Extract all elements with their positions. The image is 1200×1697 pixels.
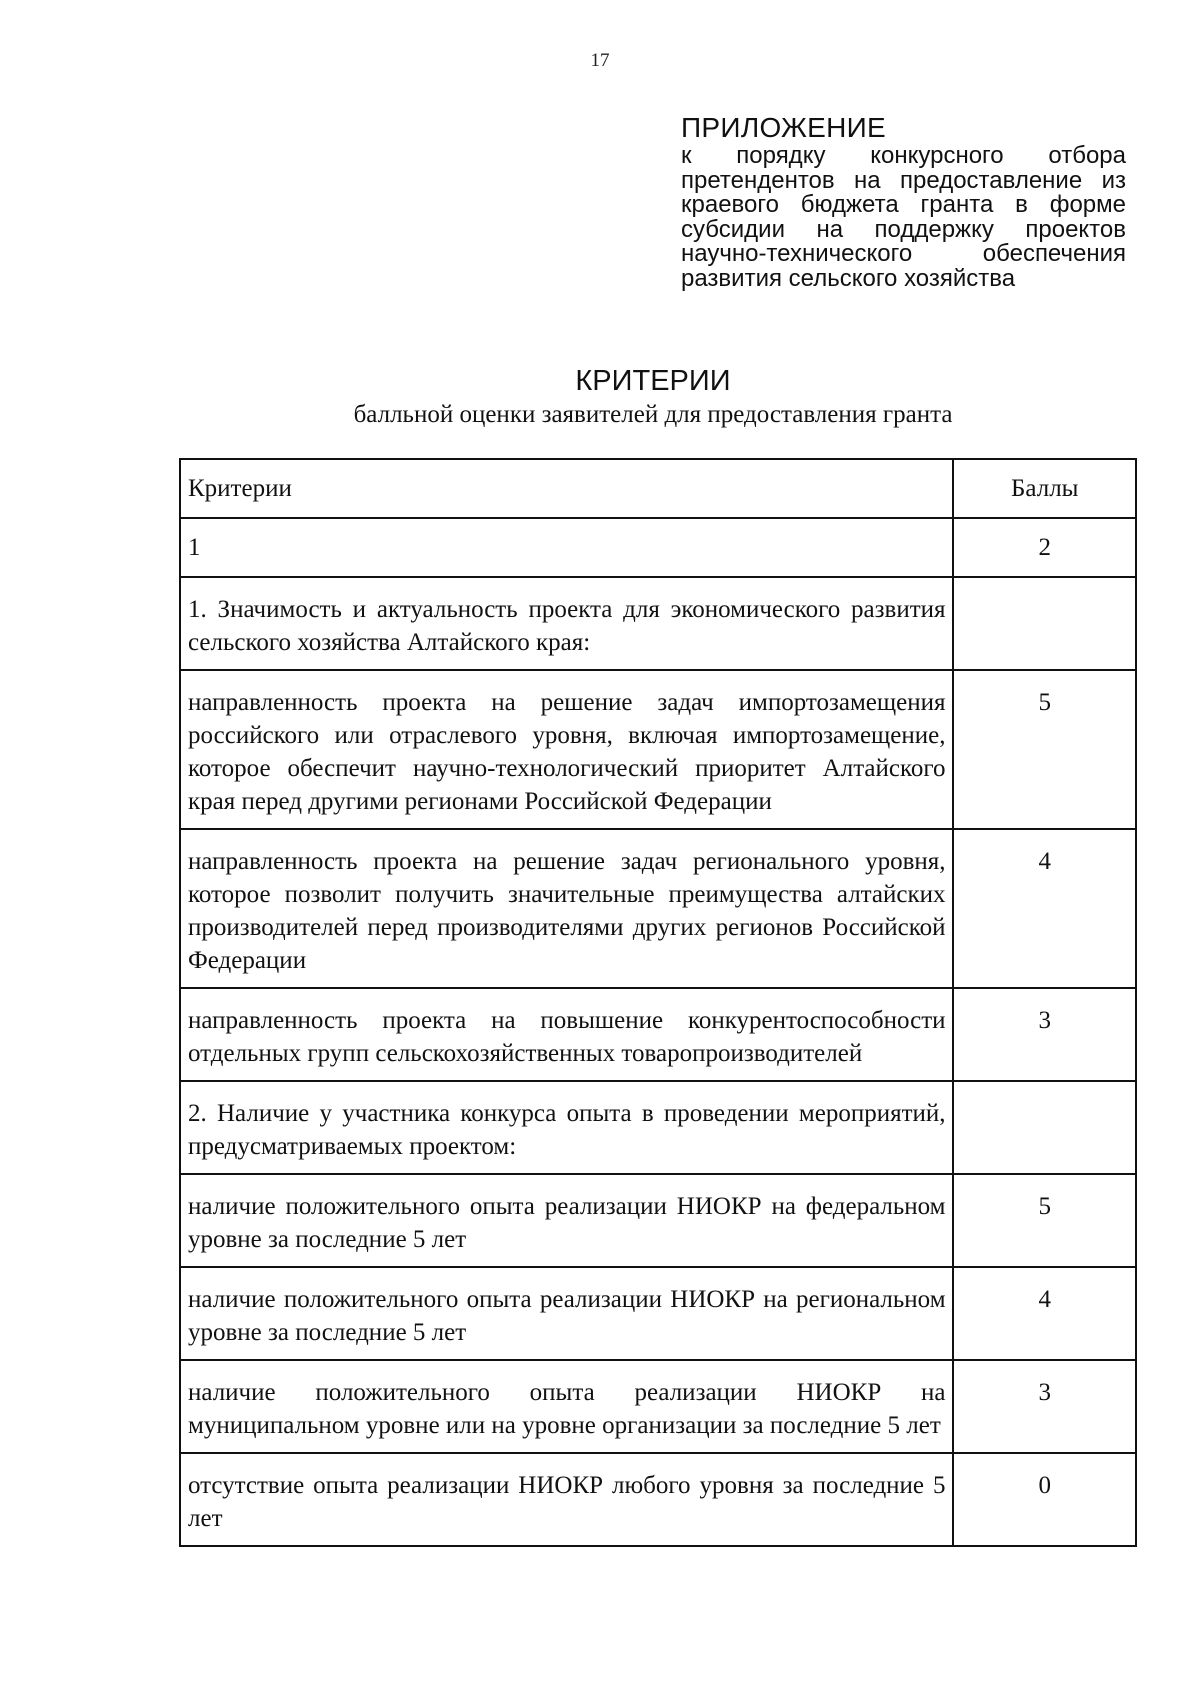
appendix-title: ПРИЛОЖЕНИЕ <box>681 112 887 143</box>
document-subtitle: балльной оценки заявителей для предоставления гранта <box>353 401 953 428</box>
table-row <box>180 988 1136 1081</box>
criterion-points: 5 <box>953 670 1136 829</box>
criterion-text: направленность проекта на решение задач регионального уровня, которое позволит получить значительные преимущества алтайских производителей перед производителями других регионов Российской Федерации <box>180 829 953 988</box>
criterion-section-heading: 2. Наличие у участника конкурса опыта в проведении мероприятий, предусматриваемых проектом: <box>180 1081 953 1174</box>
criterion-text: наличие положительного опыта реализации НИОКР на муниципальном уровне или на уровне организации за последние 5 лет <box>180 1360 953 1453</box>
criterion-points: 3 <box>953 988 1136 1081</box>
criterion-points <box>953 577 1136 670</box>
criterion-points: 4 <box>953 829 1136 988</box>
table-row <box>180 829 1136 988</box>
criterion-section-heading: 1. Значимость и актуальность проекта для экономического развития сельского хозяйства Алтайского края: <box>180 577 953 670</box>
criterion-points: 0 <box>953 1453 1136 1546</box>
criterion-points <box>953 1081 1136 1174</box>
criterion-text: наличие положительного опыта реализации НИОКР на федеральном уровне за последние 5 лет <box>180 1174 953 1267</box>
table-header-row <box>180 459 1136 518</box>
column-number-2: 2 <box>953 518 1136 577</box>
table-row <box>180 1081 1136 1174</box>
column-header-criteria: Критерии <box>180 459 953 518</box>
document-title: КРИТЕРИИ <box>575 365 731 397</box>
table-row <box>180 1174 1136 1267</box>
criterion-points: 5 <box>953 1174 1136 1267</box>
column-header-points: Баллы <box>953 459 1136 518</box>
column-number-1: 1 <box>180 518 953 577</box>
table-row <box>180 1360 1136 1453</box>
criteria-table <box>179 458 1137 1547</box>
page-number: 17 <box>590 50 610 71</box>
criterion-points: 4 <box>953 1267 1136 1360</box>
table-row <box>180 670 1136 829</box>
appendix-subtitle: к порядку конкурсного отбора претендентов на предоставление из краевого бюджета гранта в форме субсидии на поддержку проектов научно-технического обеспечения развития сельского хозяйства <box>681 142 1126 292</box>
table-row <box>180 577 1136 670</box>
criterion-text: отсутствие опыта реализации НИОКР любого уровня за последние 5 лет <box>180 1453 953 1546</box>
column-number-row <box>180 518 1136 577</box>
criterion-text: наличие положительного опыта реализации НИОКР на региональном уровне за последние 5 лет <box>180 1267 953 1360</box>
criterion-text: направленность проекта на решение задач импортозамещения российского или отраслевого уровня, включая импортозамещение, которое обеспечит научно-технологический приоритет Алтайского края перед другими регионами Российской Федерации <box>180 670 953 829</box>
criterion-text: направленность проекта на повышение конкурентоспособности отдельных групп сельскохозяйственных товаропроизводителей <box>180 988 953 1081</box>
table-row <box>180 1453 1136 1546</box>
criterion-points: 3 <box>953 1360 1136 1453</box>
table-row <box>180 1267 1136 1360</box>
appendix-block <box>681 112 1126 291</box>
